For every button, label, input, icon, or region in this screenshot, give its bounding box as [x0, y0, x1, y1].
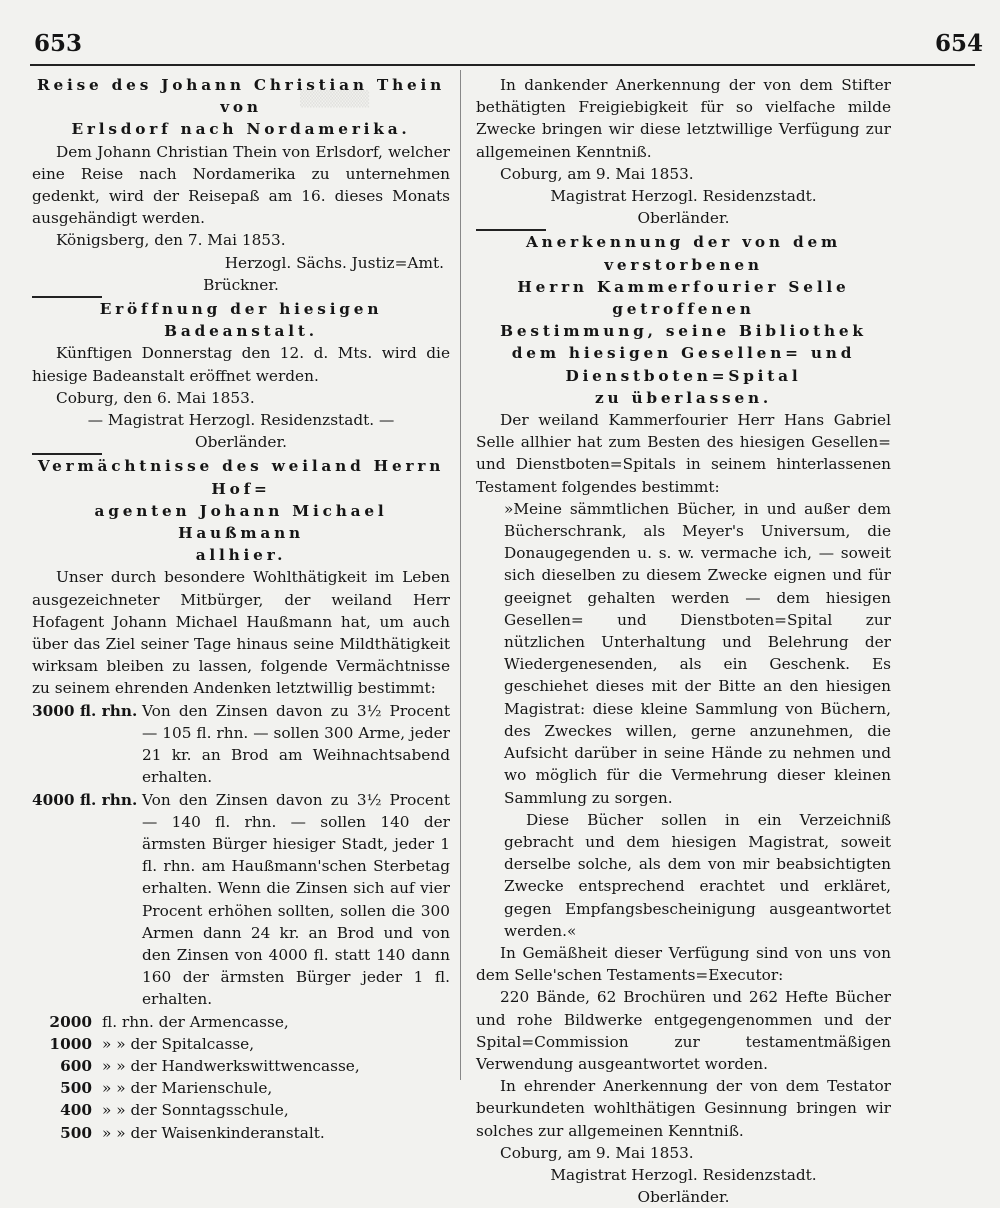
article-title: Anerkennung der von dem verstorbenen	[526, 233, 841, 274]
bequest-amount: 600	[60, 1056, 92, 1075]
bequest-item	[32, 700, 450, 789]
bequest-recipient: » » der Waisenkinderanstalt.	[102, 1123, 325, 1142]
page-number-left: 653	[34, 30, 83, 57]
signer: Oberländer.	[637, 1188, 730, 1207]
article-body: Der weiland Kammerfourier Herr Hans Gabriel Selle allhier hat zum Besten des hiesigen Gesellen= und Dienstboten=Spitals in seinem hinterlassenen Testament folgendes bestimmt:	[476, 411, 891, 496]
article-title: Eröffnung der hiesigen Badeanstalt.	[99, 300, 383, 341]
article-body: In ehrender Anerkennung der von dem Testator beurkundeten wohlthätigen Gesinnung bringen wir solches zur allgemeinen Kenntniß.	[476, 1077, 891, 1140]
bequest-recipient: » » der Handwerkswittwencasse,	[102, 1056, 360, 1075]
bequest-amount: 3000 fl. rhn.	[32, 701, 138, 720]
header-rule	[30, 64, 975, 66]
dateline: Coburg, am 9. Mai 1853.	[500, 1143, 694, 1162]
authority: — Magistrat Herzogl. Residenzstadt. —	[87, 411, 395, 430]
right-column	[476, 74, 891, 1208]
dateline: Coburg, den 6. Mai 1853.	[56, 388, 255, 407]
bequest-row	[32, 1099, 450, 1121]
bequest-row	[32, 1122, 450, 1144]
bequest-amount: 1000	[49, 1034, 92, 1053]
bequest-recipient: fl. rhn. der Armencasse,	[102, 1012, 289, 1031]
bequest-amount: 2000	[49, 1012, 92, 1031]
bequest-amount: 400	[60, 1101, 92, 1120]
article-body: 220 Bände, 62 Brochüren und 262 Hefte Bücher und rohe Bildwerke entgegengenommen und der Spital=Commission zur testamentmäßigen Verwendung ausgeantwortet worden.	[476, 988, 891, 1073]
signer: Oberländer.	[195, 433, 287, 452]
article-body: In Gemäßheit dieser Verfügung sind von uns von dem Selle'schen Testaments=Executor:	[476, 943, 891, 985]
bequest-recipient: » » der Marienschule,	[102, 1079, 273, 1098]
bequest-row	[32, 1055, 450, 1077]
bequest-amount: 500	[60, 1079, 92, 1098]
testament-quote: »Meine sämmtlichen Bücher, in und außer dem Bücherschrank, als Meyer's Universum, die Donaugegenden u. s. w. vermache ich, — soweit sich dieselben zu diesem Zwecke eignen und für geeignet gehalten werden — dem hiesigen Gesellen= und Dienstboten=Spital zur nützlichen Unterhaltung und Belehrung der Wiedergenesenden, als ein Geschenk. Es geschiehet dieses mit der Bitte an den hiesigen Magistrat: diese kleine Sammlung von Büchern, des Zweckes willen, gerne anzunehmen, die Aufsicht darüber in seine Hände zu nehmen und wo möglich für die Vermehrung dieser kleinen Sammlung zu sorgen.	[504, 499, 891, 807]
bequest-text: Von den Zinsen davon zu 3½ Procent — 105 fl. rhn. — sollen 300 Arme, jeder 21 kr. an Brod am Weihnachtsabend erhalten.	[142, 701, 450, 787]
article-title: Bestimmung, seine Bibliothek dem hiesigen Gesellen= und Dienstboten=Spital	[500, 322, 867, 385]
article-title: zu überlassen.	[594, 388, 773, 407]
column-divider	[460, 70, 461, 1080]
bequest-row	[32, 1077, 450, 1099]
left-column	[32, 74, 450, 1144]
bequest-row	[32, 1033, 450, 1055]
bequest-text: Von den Zinsen davon zu 3½ Procent — 140 fl. rhn. — sollen 140 der ärmsten Bürger hiesiger Stadt, jeder 1 fl. rhn. am Haußmann'schen Sterbetag erhalten. Wenn die Zinsen sich auf vier Procent erhöhen sollten, sollen die 300 Armen dann 24 kr. an Brod und von den Zinsen von 4000 fl. statt 140 dann 160 der ärmsten Bürger jeder 1 fl. erhalten.	[142, 790, 450, 1009]
bequest-amount: 4000 fl. rhn.	[32, 790, 138, 809]
signer: Oberländer.	[637, 209, 730, 228]
bleed-through-shadow: ▒▒▒▒▒▒	[300, 90, 370, 108]
article-body: Unser durch besondere Wohlthätigkeit im Leben ausgezeichneter Mitbürger, der weiland Herr Hofagent Johann Michael Haußmann hat, um auch über das Ziel seiner Tage hinaus seine Mildthätigkeit wirksam bleiben zu lassen, folgende Vermächtnisse zu seinem ehrenden Andenken letztwillig bestimmt:	[32, 568, 450, 698]
article-title: Herrn Kammerfourier Selle getroffenen	[517, 277, 850, 319]
page-number-right: 654	[935, 30, 984, 57]
article-body: In dankender Anerkennung der von dem Stifter bethätigten Freigiebigkeit für so vielfache milde Zwecke bringen wir diese letztwillige Verfügung zur allgemeinen Kenntniß.	[476, 76, 891, 161]
bequest-list	[32, 1011, 450, 1144]
bequest-recipient: » » der Spitalcasse,	[102, 1034, 255, 1053]
article-title: allhier.	[195, 546, 287, 565]
authority: Magistrat Herzogl. Residenzstadt.	[550, 187, 817, 206]
dateline: Königsberg, den 7. Mai 1853.	[56, 231, 286, 250]
authority: Herzogl. Sächs. Justiz=Amt.	[224, 253, 444, 272]
article-title: agenten Johann Michael Haußmann	[94, 501, 388, 543]
article-body: Dem Johann Christian Thein von Erlsdorf, welcher eine Reise nach Nordamerika zu unternehmen gedenkt, wird der Reisepaß am 16. dieses Monats ausgehändigt werden.	[32, 142, 450, 228]
signer: Brückner.	[203, 275, 279, 294]
dateline: Coburg, am 9. Mai 1853.	[500, 164, 694, 183]
bequest-amount: 500	[60, 1123, 92, 1142]
bequest-recipient: » » der Sonntagsschule,	[102, 1101, 289, 1120]
article-body: Künftigen Donnerstag den 12. d. Mts. wird die hiesige Badeanstalt eröffnet werden.	[32, 344, 450, 385]
article-title: Erlsdorf nach Nordamerika.	[71, 120, 411, 139]
article-title: Vermächtnisse des weiland Herrn Hof=	[37, 457, 445, 498]
authority: Magistrat Herzogl. Residenzstadt.	[550, 1165, 817, 1184]
bequest-item	[32, 789, 450, 1011]
testament-quote: Diese Bücher sollen in ein Verzeichniß gebracht und dem hiesigen Magistrat, soweit derselbe solche, als dem von mir beabsichtigten Zwecke entsprechend erachtet und erkläret, gegen Empfangsbescheinigung ausgeantwortet werden.«	[504, 810, 891, 940]
bequest-row	[32, 1011, 450, 1033]
article-title: Reise des Johann Christian Thein von	[36, 76, 446, 117]
